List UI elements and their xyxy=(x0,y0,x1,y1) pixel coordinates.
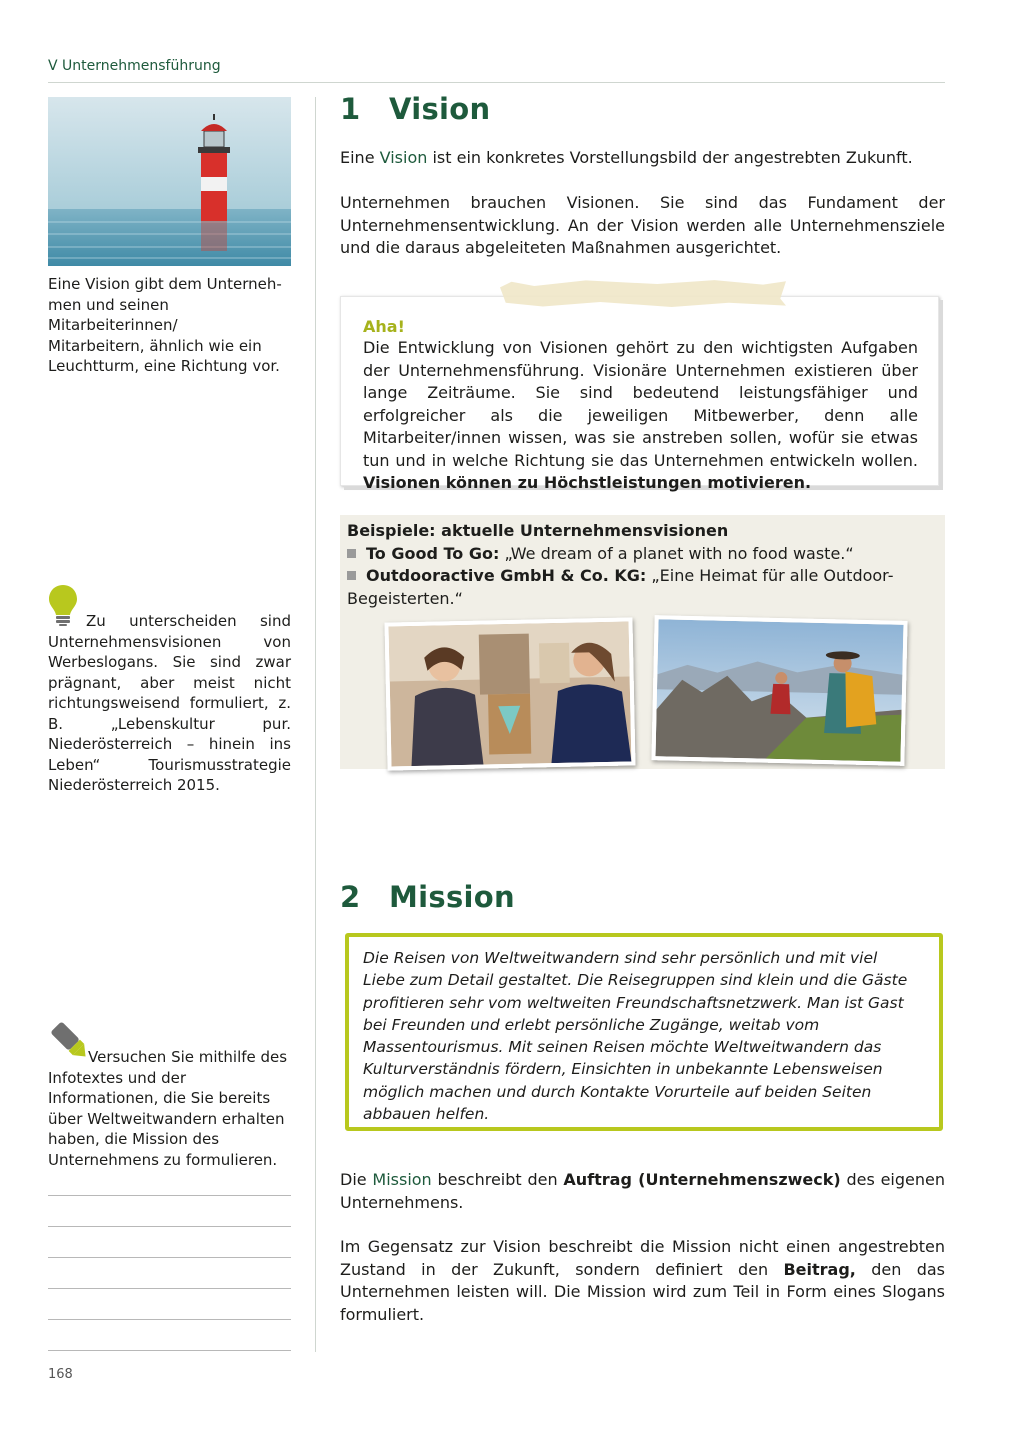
definition-text: ist ein konkretes Vorstellungsbild der angestrebten Zukunft. xyxy=(427,148,913,167)
aha-content xyxy=(363,317,918,495)
writing-line xyxy=(48,1257,291,1258)
running-head: V Unternehmensführung xyxy=(48,58,221,74)
paragraph-text: des eigenen Unternehmens. xyxy=(340,1170,945,1212)
writing-line xyxy=(48,1319,291,1320)
list-item xyxy=(347,543,942,566)
examples-content xyxy=(347,520,942,610)
vision-definition xyxy=(340,147,945,170)
task-text: Versuchen Sie mithilfe des Infotextes und der Informationen, die Sie bereits über Weltweitwandern erhalten haben, die Mission des Unternehmens zu formulieren. xyxy=(48,1048,288,1169)
section-number: 2 xyxy=(340,880,361,914)
aha-label: Aha! xyxy=(363,317,405,336)
section-title: Vision xyxy=(389,92,491,126)
page-number: 168 xyxy=(48,1367,73,1382)
example-company: To Good To Go: xyxy=(366,543,500,563)
aha-text: Die Entwicklung von Visionen gehört zu den wichtigsten Aufgaben der Unternehmensführung. Visionäre Unternehmen existieren über lange Zeiträume. Sie sind bedeutend leistungsfähiger und erfolgreicher als die jeweiligen Mitbewerber, denn alle Mitarbeiter/innen wissen, was sie anstreben sollen, wofür sie etwas tun und in welche Richtung sie das Unternehmen entwickeln wollen. xyxy=(363,338,918,470)
example-quote: „Eine Heimat für alle Outdoor-Begeisterten.“ xyxy=(347,566,894,608)
definition-term: Vision xyxy=(379,148,428,167)
mission-paragraph xyxy=(340,1236,945,1326)
section-heading-mission xyxy=(340,880,515,914)
bold-term: Beitrag, xyxy=(783,1259,856,1279)
lighthouse-caption: Eine Vision gibt dem Unterneh- men und seinen Mitarbeiterinnen/ Mitarbeitern, ähnlich wie ein Leuchtturm, eine Richtung vor. xyxy=(48,275,282,375)
definition-text: Eine xyxy=(340,148,380,167)
tape-decoration xyxy=(500,279,786,307)
bold-term: Auftrag (Unternehmenszweck) xyxy=(563,1170,841,1189)
shop-photo xyxy=(384,617,635,770)
vision-paragraph: Unternehmen brauchen Visionen. Sie sind das Fundament der Unternehmensentwicklung. An der Vision werden alle Unternehmensziele und die daraus abgeleiteten Maßnahmen ausgerichtet. xyxy=(340,193,945,257)
bullet-icon xyxy=(347,549,356,558)
examples-heading: Beispiele: aktuelle Unternehmensvisionen xyxy=(347,521,729,540)
lighthouse-image xyxy=(48,97,291,266)
mission-definition xyxy=(340,1169,945,1214)
paragraph-text: beschreibt den xyxy=(431,1170,564,1189)
writing-line xyxy=(48,1350,291,1351)
writing-line xyxy=(48,1195,291,1196)
tip-text: Zu unterscheiden sind Unternehmensvisionen von Werbeslogans. Sie sind zwar prägnant, aber meist nicht richtungsweisend formuliert, z. B. „Lebenskultur pur. Niederösterreich – hinein ins Leben“ Tourismusstrategie Niederösterreich 2015. xyxy=(48,612,291,794)
section-number: 1 xyxy=(340,92,361,126)
mission-term: Mission xyxy=(372,1170,432,1189)
list-item xyxy=(347,565,942,610)
writing-line xyxy=(48,1226,291,1227)
aha-text-block xyxy=(363,337,918,495)
mission-quote: Die Reisen von Weltweitwandern sind sehr persönlich und mit viel Liebe zum Detail gestaltet. Die Reisegruppen sind klein und die Gäste profitieren sehr vom weltweiten Freundschaftsnetzwerk. Man ist Gast bei Freunden und erlebt persönliche Zugänge, weitab vom Massentourismus. Mit seinen Reisen möchte Weltweitwandern das Kulturverständnis fördern, Einsichten in unbekannte Lebensweisen möglich machen und durch Kontakte Vorurteile auf beiden Seiten abbauen helfen. xyxy=(363,949,908,1124)
bullet-icon xyxy=(347,571,356,580)
section-heading-vision xyxy=(340,92,490,126)
header-divider xyxy=(48,82,945,83)
hiking-photo xyxy=(651,615,907,766)
example-quote: „We dream of a planet with no food waste.“ xyxy=(499,543,854,563)
column-divider xyxy=(315,97,316,1352)
aha-bold-text: Visionen können zu Höchstleistungen motivieren. xyxy=(363,473,812,492)
paragraph-text: Im Gegensatz zur Vision beschreibt die Mission nicht einen angestrebten Zustand in der Zukunft, sondern definiert den xyxy=(340,1237,945,1279)
writing-line xyxy=(48,1288,291,1289)
example-company: Outdooractive GmbH & Co. KG: xyxy=(366,566,647,585)
paragraph-text: Die xyxy=(340,1170,373,1189)
paragraph-text: den das Unternehmen leisten will. Die Mission wird zum Teil in Form eines Slogans formuliert. xyxy=(340,1259,946,1324)
section-title: Mission xyxy=(389,880,515,914)
